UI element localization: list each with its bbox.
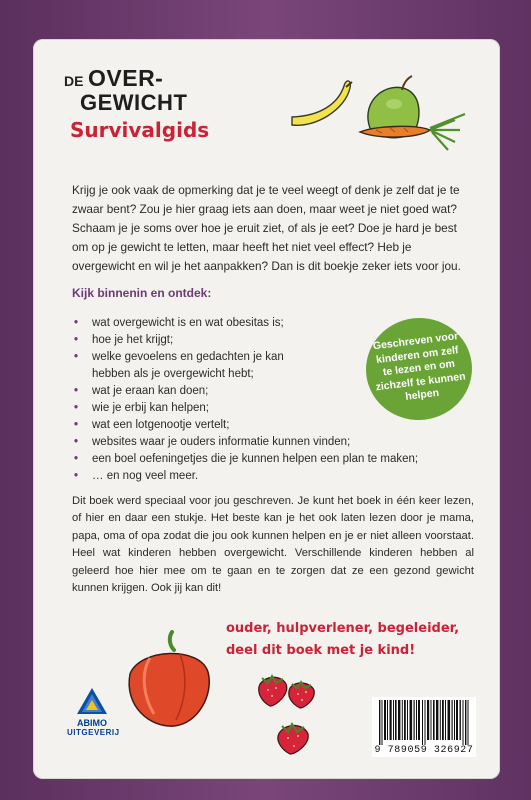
logo-de: DE: [64, 73, 84, 89]
body-paragraph: Dit boek werd speciaal voor jou geschreven. Je kunt het boek in één keer lezen, of hier en daar een stukje. Het beste kan je het ook laten lezen door je mama, papa, oma of opa zodat die jou ook kunnen helpen en je er niet alleen voorstaat. Heel wat kinderen hebben overgewicht. Verschillende kinderen hebben al geleerd hoe hier mee om te gaan en te zorgen dat ze een gezond gewicht kunnen krijgen. Ook jij kan dit!: [72, 495, 474, 595]
list-item: • wie je erbij kan helpen;: [72, 400, 457, 417]
strawberry-icon: [278, 724, 308, 754]
list-item: • wat je eraan kan doen;: [72, 383, 457, 400]
barcode: [372, 697, 476, 757]
barcode-number: 9 789059 326927: [374, 745, 474, 756]
list-item: • wat een lotgenootje vertelt;: [72, 417, 457, 434]
slogan-text: ouder, hulpverlener, begeleider, deel dit boek met je kind!: [226, 621, 460, 658]
list-item: • een boel oefeningetjes die je kunnen helpen een plan te maken;: [72, 451, 457, 468]
logo-survivalgids: Survivalgids: [70, 118, 210, 142]
list-item: • websites waar je ouders informatie kunnen vinden;: [72, 434, 457, 451]
logo-over: OVER-: [88, 65, 164, 91]
intro-paragraph: Krijg je ook vaak de opmerking dat je te veel weegt of denk je zelf dat je te zwaar bent? Zou je hier graag iets aan doen, maar weet je niet goed wat? Schaam je je soms over hoe je eruit ziet, of als je eet? Doe je hard je best om op je gewicht te letten, maar heeft het niet veel effect? Heb je overgewicht en wil je het aanpakken? Dan is dit boekje zeker iets voor jou.: [72, 183, 461, 273]
publisher-name: ABIMO: [77, 718, 107, 728]
strawberry-icon: [259, 676, 287, 706]
section-heading: Kijk binnenin en ontdek:: [72, 286, 212, 300]
pepper-icon: [129, 632, 209, 726]
fruit-vegetable-illustration: [290, 70, 475, 170]
list-item: • welke gevoelens en gedachten je kan hebben als je overgewicht hebt;: [72, 349, 302, 383]
banana-icon: [292, 81, 352, 125]
bottom-illustration: [110, 628, 330, 758]
publisher-logo-icon: [77, 688, 107, 714]
list-item: • hoe je het krijgt;: [72, 332, 457, 349]
list-item: • wat overgewicht is en wat obesitas is;: [72, 315, 457, 332]
logo-gewicht: GEWICHT: [80, 90, 188, 115]
publisher-logo: [67, 688, 120, 737]
list-item: • … en nog veel meer.: [72, 468, 457, 485]
strawberry-icon: [289, 682, 314, 708]
title-logo: [64, 65, 234, 145]
publisher-sub: UITGEVERIJ: [67, 728, 120, 737]
barcode-bars-icon: [379, 700, 469, 745]
green-badge: Geschreven voor kinderen om zelf te lezen en om zichzelf te kunnen helpen: [360, 312, 478, 426]
